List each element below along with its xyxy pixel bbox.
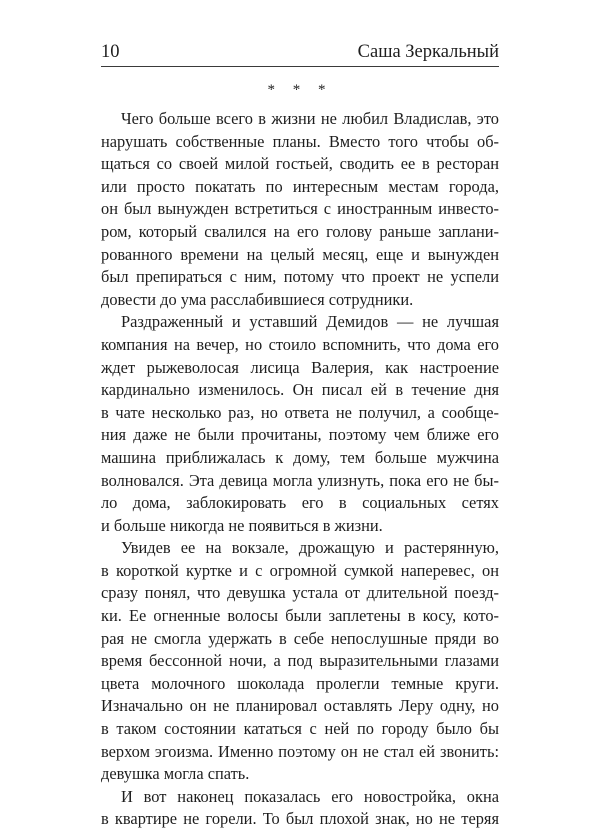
running-head: [101, 40, 499, 64]
text-line: Раздраженный и уставший Демидов — не лучшая: [121, 312, 499, 332]
text-line: верхом эгоизма. Именно поэтому он не стал ей звонить:: [101, 741, 499, 761]
text-line: ния даже не были прочитаны, поэтому чем ближе его: [101, 425, 499, 445]
book-page: [101, 0, 499, 829]
paragraph: [101, 108, 499, 311]
text-line: ки. Ее огненные волосы были заплетены в косу, кото-: [101, 606, 499, 626]
text-line: в таком состоянии кататься с ней по городу было бы: [101, 719, 499, 739]
section-break: * * *: [267, 82, 333, 98]
text-line: Увидев ее на вокзале, дрожащую и растерянную,: [121, 538, 499, 558]
text-line: девушка могла спать.: [101, 764, 250, 784]
text-line: цвета молочного шоколада пролегли темные круги.: [101, 673, 499, 693]
page-number: 10: [101, 42, 120, 62]
text-line: Чего больше всего в жизни не любил Владислав, это: [121, 109, 499, 128]
text-line: машина приближалась к дому, тем больше мужчина: [101, 447, 499, 467]
text-line: и больше никогда не появиться в жизни.: [101, 515, 383, 535]
text-line: или просто покатать по интересным местам города,: [101, 176, 499, 196]
text-line: в квартире не горели. То был плохой знак, но не теряя: [101, 809, 499, 829]
text-line: нарушать собственные планы. Вместо того чтобы об-: [101, 131, 499, 151]
header-rule: [101, 66, 499, 67]
text-line: был препираться с ним, потому что проект не успели: [101, 267, 499, 287]
text-line: время бессонной ночи, а под выразительными глазами: [101, 651, 499, 671]
paragraph: [101, 311, 499, 537]
text-line: рованного времени на целый месяц, еще и вынужден: [101, 244, 499, 264]
text-line: в чате несколько раз, но ответа не получил, а сообще-: [101, 402, 499, 422]
text-line: сразу понял, что девушка устала от длительной поезд-: [101, 583, 499, 603]
paragraph: [101, 537, 499, 786]
text-line: в короткой куртке и с огромной сумкой наперевес, он: [101, 560, 499, 580]
running-title: Саша Зеркальный: [357, 42, 499, 62]
paragraph: [101, 786, 499, 831]
text-line: ждет рыжеволосая лисица Валерия, как настроение: [101, 357, 499, 377]
text-line: довести до ума расслабившиеся сотрудники.: [101, 289, 414, 309]
text-line: волновался. Эта девица могла улизнуть, пока его не бы-: [101, 470, 499, 490]
text-line: Изначально он не планировал оставлять Леру одну, но: [101, 696, 499, 716]
text-line: щаться со своей милой гостьей, сводить ее в ресторан: [101, 154, 499, 174]
text-line: он был вынужден встретиться с иностранным инвесто-: [101, 199, 499, 219]
text-line: компания на вечер, но стоило вспомнить, что дома его: [101, 334, 499, 354]
body-text: [101, 108, 499, 831]
text-line: кардинально изменилось. Он писал ей в течение дня: [101, 380, 499, 400]
text-line: ром, который свалился на его голову раньше заплани-: [101, 221, 499, 241]
text-line: рая не смогла удержать в себе непослушные пряди во: [101, 628, 499, 648]
text-line: И вот наконец показалась его новостройка, окна: [121, 786, 499, 806]
text-line: ло дома, заблокировать его в социальных сетях: [101, 493, 499, 513]
